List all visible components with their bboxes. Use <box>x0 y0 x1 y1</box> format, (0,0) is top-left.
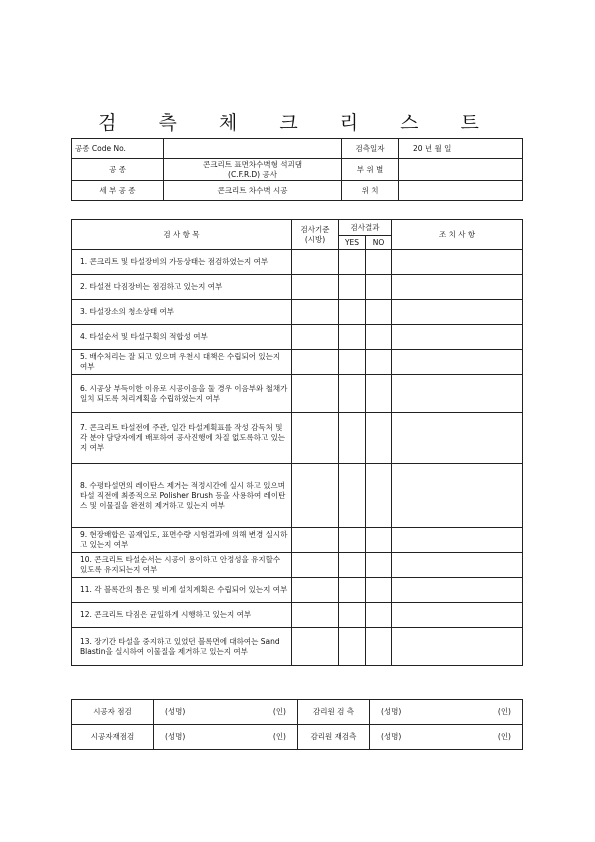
checklist-row <box>72 528 523 553</box>
seal-label: (인) <box>272 732 286 741</box>
builder-check-signature[interactable] <box>154 700 298 725</box>
supervisor-recheck-label: 감리원 재검측 <box>298 725 370 750</box>
seal-label: (인) <box>497 732 511 741</box>
yes-checkbox-cell[interactable] <box>339 275 366 300</box>
location-value[interactable] <box>399 181 523 201</box>
builder-recheck-signature[interactable] <box>154 725 298 750</box>
action-cell[interactable] <box>392 275 523 300</box>
seal-label: (인) <box>497 707 511 716</box>
items-header: 검 사 항 목 <box>72 220 292 250</box>
checklist-row <box>72 603 523 628</box>
no-checkbox-cell[interactable] <box>366 300 392 325</box>
no-checkbox-cell[interactable] <box>366 528 392 553</box>
checklist-row <box>72 375 523 413</box>
action-cell[interactable] <box>392 578 523 603</box>
work-label: 공 종 <box>72 159 164 181</box>
checklist-item-text: 5. 배수처리는 잘 되고 있으며 우천시 대책은 수립되어 있는지 여부 <box>72 350 292 375</box>
no-checkbox-cell[interactable] <box>366 464 392 528</box>
builder-check-label: 시공자 점검 <box>72 700 154 725</box>
action-cell[interactable] <box>392 325 523 350</box>
checklist-row <box>72 578 523 603</box>
yes-checkbox-cell[interactable] <box>339 325 366 350</box>
checklist-row <box>72 628 523 666</box>
yes-checkbox-cell[interactable] <box>339 553 366 578</box>
checklist-row <box>72 413 523 464</box>
detail-value[interactable]: 콘크리트 차수벽 시공 <box>164 181 342 201</box>
standard-cell[interactable] <box>292 350 339 375</box>
no-checkbox-cell[interactable] <box>366 325 392 350</box>
yes-checkbox-cell[interactable] <box>339 628 366 666</box>
checklist-item-text: 11. 각 블록간의 틈은 및 비계 설치계획은 수립되어 있는지 여부 <box>72 578 292 603</box>
standard-cell[interactable] <box>292 528 339 553</box>
action-cell[interactable] <box>392 413 523 464</box>
date-value[interactable]: 20 년 월 일 <box>399 139 523 159</box>
checklist-table <box>71 219 523 666</box>
standard-header: 검사기준 (시방) <box>292 220 339 250</box>
checklist-row <box>72 300 523 325</box>
action-cell[interactable] <box>392 375 523 413</box>
no-checkbox-cell[interactable] <box>366 628 392 666</box>
no-checkbox-cell[interactable] <box>366 250 392 275</box>
checklist-row <box>72 275 523 300</box>
location-label: 위 치 <box>342 181 399 201</box>
action-cell[interactable] <box>392 528 523 553</box>
standard-cell[interactable] <box>292 375 339 413</box>
no-checkbox-cell[interactable] <box>366 413 392 464</box>
checklist-row <box>72 553 523 578</box>
action-header: 조 치 사 항 <box>392 220 523 250</box>
checklist-item-text: 1. 콘크리트 및 타설장비의 가동상태는 점검하였는지 여부 <box>72 250 292 275</box>
yes-checkbox-cell[interactable] <box>339 300 366 325</box>
document-title: 검 측 체 크 리 스 트 <box>98 112 497 134</box>
signature-table <box>71 699 523 750</box>
supervisor-recheck-signature[interactable] <box>370 725 523 750</box>
date-label: 검측일자 <box>342 139 399 159</box>
yes-checkbox-cell[interactable] <box>339 375 366 413</box>
yes-checkbox-cell[interactable] <box>339 413 366 464</box>
no-checkbox-cell[interactable] <box>366 275 392 300</box>
checklist-body <box>72 250 523 666</box>
detail-label: 세 부 공 종 <box>72 181 164 201</box>
checklist-item-text: 3. 타설장소의 청소상태 여부 <box>72 300 292 325</box>
standard-cell[interactable] <box>292 553 339 578</box>
checklist-row <box>72 250 523 275</box>
part-value[interactable] <box>399 159 523 181</box>
checklist-item-text: 9. 현장배합은 골재입도, 표면수량 시험결과에 의해 변경 실시하고 있는지 여부 <box>72 528 292 553</box>
checklist-item-text: 10. 콘크리트 타설순서는 시공이 용이하고 안정성을 유지할수 있도록 유지되는지 여부 <box>72 553 292 578</box>
checklist-item-text: 6. 시공상 부득이한 이유로 시공이음을 둘 경우 이음부와 철채가 일치 되도록 처리계획을 수립하였는지 여부 <box>72 375 292 413</box>
standard-cell[interactable] <box>292 325 339 350</box>
header-table <box>71 138 523 201</box>
checklist-row <box>72 464 523 528</box>
yes-checkbox-cell[interactable] <box>339 350 366 375</box>
name-label: (성명) <box>381 707 402 716</box>
code-label: 공종 Code No. <box>72 139 164 159</box>
no-checkbox-cell[interactable] <box>366 603 392 628</box>
seal-label: (인) <box>272 707 286 716</box>
action-cell[interactable] <box>392 300 523 325</box>
supervisor-check-label: 감리원 검 측 <box>298 700 370 725</box>
work-value[interactable]: 콘크리트 표면차수벽형 석괴댐 (C.F.R.D) 공사 <box>164 159 342 181</box>
checklist-item-text: 12. 콘크리트 다짐은 균일하게 시행하고 있는지 여부 <box>72 603 292 628</box>
yes-checkbox-cell[interactable] <box>339 603 366 628</box>
yes-checkbox-cell[interactable] <box>339 578 366 603</box>
yes-checkbox-cell[interactable] <box>339 464 366 528</box>
checklist-item-text: 7. 콘크리트 타설전에 주관, 일간 타설계획표를 작성 감독처 및 각 분야 담당자에게 배포하여 공사진행에 차질 없도록하고 있는지 여부 <box>72 413 292 464</box>
action-cell[interactable] <box>392 250 523 275</box>
result-header: 검사결과 <box>339 220 392 236</box>
standard-cell[interactable] <box>292 413 339 464</box>
no-checkbox-cell[interactable] <box>366 578 392 603</box>
builder-recheck-label: 시공자재점검 <box>72 725 154 750</box>
checklist-row <box>72 325 523 350</box>
standard-cell[interactable] <box>292 300 339 325</box>
no-checkbox-cell[interactable] <box>366 350 392 375</box>
yes-checkbox-cell[interactable] <box>339 250 366 275</box>
action-cell[interactable] <box>392 553 523 578</box>
standard-cell[interactable] <box>292 603 339 628</box>
checklist-row <box>72 350 523 375</box>
no-checkbox-cell[interactable] <box>366 553 392 578</box>
name-label: (성명) <box>381 732 402 741</box>
part-label: 부 위 별 <box>342 159 399 181</box>
yes-checkbox-cell[interactable] <box>339 528 366 553</box>
name-label: (성명) <box>165 732 186 741</box>
standard-cell[interactable] <box>292 628 339 666</box>
action-cell[interactable] <box>392 603 523 628</box>
name-label: (성명) <box>165 707 186 716</box>
code-value[interactable] <box>164 139 342 159</box>
no-header: NO <box>366 236 392 250</box>
no-checkbox-cell[interactable] <box>366 375 392 413</box>
action-cell[interactable] <box>392 464 523 528</box>
checklist-item-text: 8. 수평타설면의 레이탄스 제거는 적정시간에 실시 하고 있으며 타설 직전에 최종적으로 Polisher Brush 등을 사용하여 레이탄스 및 이물질을 완전히 제거하고 있는지 여부 <box>72 464 292 528</box>
checklist-item-text: 4. 타설순서 및 타설구획의 적합성 여부 <box>72 325 292 350</box>
yes-header: YES <box>339 236 366 250</box>
standard-cell[interactable] <box>292 578 339 603</box>
supervisor-check-signature[interactable] <box>370 700 523 725</box>
checklist-item-text: 2. 타설전 다짐장비는 점검하고 있는지 여부 <box>72 275 292 300</box>
standard-cell[interactable] <box>292 464 339 528</box>
standard-cell[interactable] <box>292 275 339 300</box>
action-cell[interactable] <box>392 350 523 375</box>
action-cell[interactable] <box>392 628 523 666</box>
standard-cell[interactable] <box>292 250 339 275</box>
checklist-item-text: 13. 장기간 타설을 중지하고 있었던 블록면에 대하여는 Sand Blastin을 실시하여 이물질을 제거하고 있는지 여부 <box>72 628 292 666</box>
